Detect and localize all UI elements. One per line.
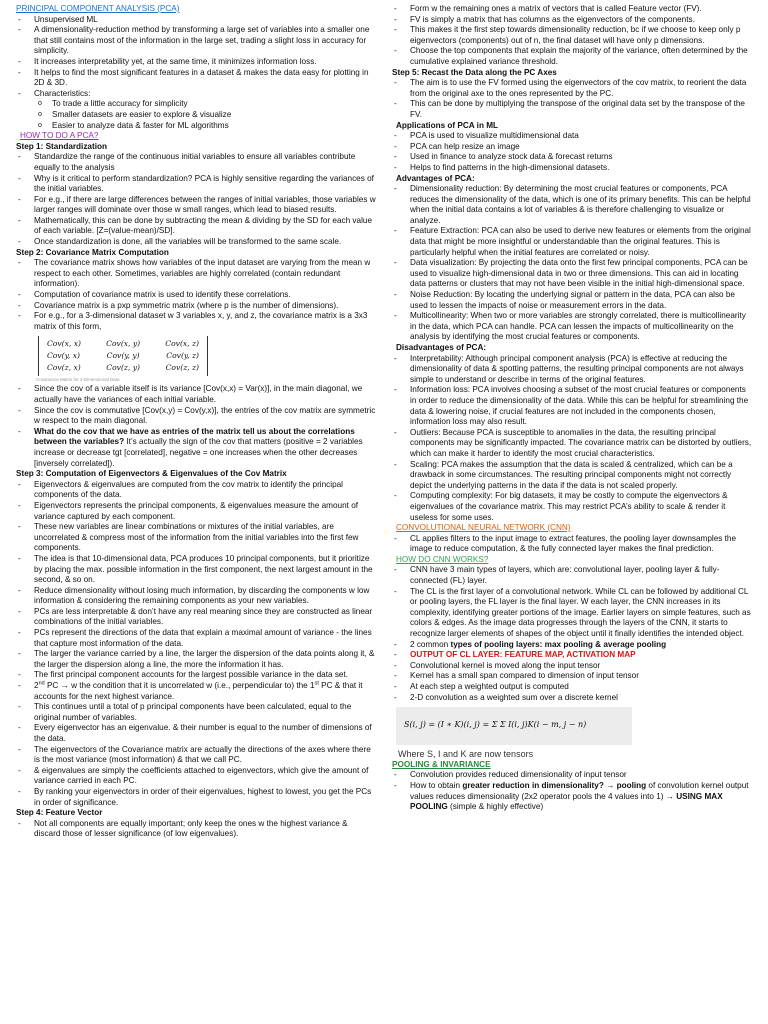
list-item: - It increases interpretability yet, at the same time, it minimizes information loss. bbox=[16, 57, 376, 68]
cnn-how-list bbox=[392, 565, 754, 639]
step2-question-list bbox=[16, 427, 376, 469]
list-item: - For e.g., if there are large differences between the ranges of initial variables, those variables w larger ranges will dominate over those w small ranges, which lead to biased results. bbox=[16, 195, 376, 216]
list-item: - FV is simply a matrix that has columns as the eigenvectors of the components. bbox=[392, 15, 754, 26]
list-item: - PCA is used to visualize multidimensional data bbox=[392, 131, 754, 142]
list-item: - Multicollinearity: When two or more variables are strongly correlated, there is multicollinearity in the data, which PCA can handle. PCA can lessen the impacts of multicollinearity on the analysis by identifying the most crucial features or components. bbox=[392, 311, 754, 343]
list-item bbox=[392, 781, 754, 813]
step1-heading: Step 1: Standardization bbox=[16, 141, 107, 151]
list-item: - Standardize the range of the continuous initial variables to ensure all variables contribute equally to the analysis bbox=[16, 152, 376, 173]
step2-heading: Step 2: Covariance Matrix Computation bbox=[16, 247, 169, 257]
list-item: - The eigenvectors of the Covariance matrix are actually the directions of the axes where there is the most variance (most information) & that we call PC. bbox=[16, 745, 376, 766]
matrix-row bbox=[47, 362, 199, 374]
list-item: - Characteristics: bbox=[16, 89, 376, 100]
intro-list bbox=[16, 15, 376, 100]
formula-text: S(i, j) = (I ∗ K)(i, j) = Σ Σ I(i, j)K(i − m, j − n) bbox=[404, 720, 587, 730]
matrix-cell: Cov(x, z) bbox=[165, 339, 199, 349]
right-column bbox=[392, 4, 754, 813]
how-to-pca-heading: HOW TO DO A PCA? bbox=[20, 131, 99, 141]
characteristics-list bbox=[16, 99, 376, 131]
cnn-list bbox=[392, 534, 754, 555]
list-item bbox=[16, 681, 376, 702]
pc2-sup: nd bbox=[38, 680, 45, 687]
list-item: - Covariance matrix is a pxp symmetric matrix (where p is the number of dimensions). bbox=[16, 301, 376, 312]
list-item: - Convolution provides reduced dimensionality of input tensor bbox=[392, 770, 754, 781]
matrix-cell: Cov(y, z) bbox=[166, 351, 199, 361]
list-item: - Information loss: PCA involves choosing a subset of the most crucial features or components in order to reduce the dimensionality of the data. While this can be helpful for streamlining the data & lowering noise, if crucial features are not included in the components chosen, information loss may also result. bbox=[392, 385, 754, 427]
pc2-number: 2 bbox=[34, 681, 39, 691]
list-item: o Smaller datasets are easier to explore & visualize bbox=[38, 110, 376, 121]
list-item: - PCA can help resize an image bbox=[392, 142, 754, 153]
matrix-cell: Cov(z, z) bbox=[165, 363, 199, 373]
pc2-text-end: PC & that it accounts for the next highest variance. bbox=[34, 681, 363, 701]
list-item: o Easier to analyze data & faster for ML algorithms bbox=[38, 121, 376, 132]
matrix-cell: Cov(x, x) bbox=[47, 339, 81, 349]
pooling-question-list bbox=[392, 781, 754, 813]
list-item: - Eigenvectors represents the principal components, & eigenvalues measure the amount of variance captured by each component. bbox=[16, 501, 376, 522]
list-item: - This continues until a total of p principal components have been calculated, equal to the original number of variables. bbox=[16, 702, 376, 723]
matrix-cell: Cov(z, x) bbox=[47, 363, 81, 373]
list-item: - Since the cov is commutative [Cov(x,y) = Cov(y,x)], the entries of the cov matrix are symmetric w respect to the main diagonal. bbox=[16, 406, 376, 427]
pool-q-text3: (simple & highly effective) bbox=[447, 802, 544, 812]
step5-heading: Step 5: Recast the Data along the PC Axes bbox=[392, 67, 557, 77]
step2-list bbox=[16, 258, 376, 332]
question-rest: It’s actually the sign of the cov that matters (positive = 2 variables increase or decrease tgt [correlated], negative = one increases when the other decreases [inversely correlated]). bbox=[34, 437, 363, 468]
list-item: - The larger the variance carried by a line, the larger the dispersion of the data points along it, & the larger the dispersion along a line, the more the information it has. bbox=[16, 649, 376, 670]
step1-list bbox=[16, 152, 376, 247]
disadvantages-list bbox=[392, 354, 754, 524]
list-item: - At each step a weighted output is computed bbox=[392, 682, 754, 693]
list-item: o To trade a little accuracy for simplicity bbox=[38, 99, 376, 110]
question-bold: What do the cov that we have as entries of the matrix tell us about the correlations between the variables? bbox=[34, 426, 355, 447]
step2-after-list bbox=[16, 384, 376, 426]
list-item: - & eigenvalues are simply the coefficients attached to eigenvectors, which give the amount of variance carried in each PC. bbox=[16, 766, 376, 787]
list-item: - PCs are less interpretable & don’t have any real meaning since they are constructed as linear combinations of the initial variables. bbox=[16, 607, 376, 628]
step3-list-b bbox=[16, 702, 376, 808]
list-item bbox=[392, 640, 754, 651]
list-item: - Feature Extraction: PCA can also be used to derive new features or elements from the original data that might be more insightful or understandable than the original features. This is particularly helpful when the initial features are correlated or noisy. bbox=[392, 226, 754, 258]
matrix-row bbox=[47, 338, 199, 350]
list-item: - Why is it critical to perform standardization? PCA is highly sensitive regarding the variances of the initial variables. bbox=[16, 174, 376, 195]
list-item: - Used in finance to analyze stock data & forecast returns bbox=[392, 152, 754, 163]
list-item: - Computation of covariance matrix is used to identify these correlations. bbox=[16, 290, 376, 301]
pool-q-text2: of convolution kernel output values reduces dimensionality (2x2 operator pools the 4 values into 1) → bbox=[410, 780, 749, 801]
list-item: - 2-D convolution as a weighted sum over a discrete kernel bbox=[392, 693, 754, 704]
feature-vector-list bbox=[392, 4, 754, 68]
pool-q-bold2: pooling bbox=[616, 780, 647, 790]
list-item: - A dimensionality-reduction method by transforming a large set of variables into a smaller one that still contains most of the information in the large set, trading a slight loss in accuracy for simplicity. bbox=[16, 25, 376, 57]
pc2-sup2: st bbox=[314, 680, 319, 687]
list-item: - It helps to find the most significant features in a dataset & makes the data easy for plotting in 2D & 3D. bbox=[16, 68, 376, 89]
list-item: - The CL is the first layer of a convolutional network. While CL can be followed by additional CL or pooling layers, the FL layer is the final layer. W each layer, the CNN increases in its complexity, identifying greater portions of the image. Earlier layers on simple features, such as colors & edges. As the image data progresses through the layers of the CNN, it starts to recognize larger elements of shapes of the object until it finally identifies the intended object. bbox=[392, 587, 754, 640]
cnn-heading: CONVOLUTIONAL NEURAL NETWORK (CNN) bbox=[396, 523, 571, 533]
list-item: - Not all components are equally important; only keep the ones w the highest variance & discard those of lesser significance (of low eigenvalues). bbox=[16, 819, 376, 840]
matrix-cell: Cov(x, y) bbox=[106, 339, 141, 349]
list-item: - Eigenvectors & eigenvalues are computed from the cov matrix to identify the principal components of the data. bbox=[16, 480, 376, 501]
pca-title: PRINCIPAL COMPONENT ANALYSIS (PCA) bbox=[16, 4, 180, 13]
list-item bbox=[16, 427, 376, 469]
pc2-list bbox=[16, 681, 376, 702]
list-item: - PCs represent the directions of the data that explain a maximal amount of variance - the lines that capture most information of the data. bbox=[16, 628, 376, 649]
pooling-types-text: 2 common bbox=[410, 639, 451, 649]
list-item: - Unsupervised ML bbox=[16, 15, 376, 26]
conv-list bbox=[392, 661, 754, 703]
list-item: - The idea is that 10-dimensional data, PCA produces 10 principal components, but it prioritize by placing the max. possible information in the first component, the next largest amount in the second, & so on. bbox=[16, 554, 376, 586]
advantages-heading: Advantages of PCA: bbox=[396, 173, 475, 183]
list-item: - Form w the remaining ones a matrix of vectors that is called Feature vector (FV). bbox=[392, 4, 754, 15]
list-item: - Dimensionality reduction: By determining the most crucial features or components, PCA reduces the dimensionality of the data, which is one of its primary benefits. This can be helpful when the initial data contains a lot of variables & is therefore challenging to visualize or analyze. bbox=[392, 184, 754, 226]
list-item: - The aim is to use the FV formed using the eigenvectors of the cov matrix, to reorient the data from the original axe to the ones represented by the PC. bbox=[392, 78, 754, 99]
list-item: - Choose the top components that explain the majority of the variance, often determined by the cumulative explained variance threshold. bbox=[392, 46, 754, 67]
pool-q-text: How to obtain bbox=[410, 780, 463, 790]
pool-q-arrow: → bbox=[603, 780, 617, 790]
list-item bbox=[392, 650, 754, 661]
covariance-matrix bbox=[38, 336, 208, 376]
list-item: - Convolutional kernel is moved along the input tensor bbox=[392, 661, 754, 672]
step4-list bbox=[16, 819, 376, 840]
pooling-list bbox=[392, 770, 754, 781]
applications-heading: Applications of PCA in ML bbox=[396, 120, 499, 130]
applications-list bbox=[392, 131, 754, 173]
list-item: - Noise Reduction: By locating the underlying signal or pattern in the data, PCA can also be used to lessen the impacts of noise or measurement errors in the data. bbox=[392, 290, 754, 311]
matrix-caption: Covariance Matrix for 3-Dimensional Data bbox=[36, 377, 120, 383]
pooling-types-list bbox=[392, 640, 754, 661]
step4-heading: Step 4: Feature Vector bbox=[16, 808, 103, 818]
list-item: - Every eigenvector has an eigenvalue. & their number is equal to the number of dimensions of the data. bbox=[16, 723, 376, 744]
disadvantages-heading: Disadvantages of PCA: bbox=[396, 343, 487, 352]
advantages-list bbox=[392, 184, 754, 343]
list-item: - These new variables are linear combinations or mixtures of the initial variables, are uncorrelated & compress most of the information from the initial variables into the first few components. bbox=[16, 522, 376, 554]
matrix-cell: Cov(z, y) bbox=[106, 363, 140, 373]
pool-q-bold3: USING MAX POOLING bbox=[410, 791, 723, 812]
list-item: - Computing complexity: For big datasets, it may be costly to compute the eigenvectors & eigenvalues of the covariance matrix. This may restrict PCA’s ability to scale & render it useless for some uses. bbox=[392, 491, 754, 523]
step3-list-a bbox=[16, 480, 376, 681]
list-item: - Since the cov of a variable itself is its variance [Cov(x,x) = Var(x)], in the main diagonal, we actually have the variances of each initial variable. bbox=[16, 384, 376, 405]
step3-heading: Step 3: Computation of Eigenvectors & Eigenvalues of the Cov Matrix bbox=[16, 469, 287, 479]
output-red-text: OUTPUT OF CL LAYER: FEATURE MAP, ACTIVATION MAP bbox=[410, 650, 636, 660]
pooling-types-bold: types of pooling layers: max pooling & average pooling bbox=[450, 639, 667, 649]
list-item: - Mathematically, this can be done by subtracting the mean & dividing by the SD for each value of each variable. [Z=(value-mean)/SD]. bbox=[16, 216, 376, 237]
list-item: - Kernel has a small span compared to dimension of input tensor bbox=[392, 671, 754, 682]
list-item: - CNN have 3 main types of layers, which are: convolutional layer, pooling layer & fully-connected (FL) layer. bbox=[392, 565, 754, 586]
list-item: - CL applies filters to the input image to extract features, the pooling layer downsamples the image to reduce computation, & the fully connected layer makes the final prediction. bbox=[392, 534, 754, 555]
list-item: - Scaling: PCA makes the assumption that the data is scaled & centralized, which can be a drawback in some circumstances. The resulting principal components might not correctly depict the underlying patterns in the data if the data is not scaled properly. bbox=[392, 460, 754, 492]
list-item: - Data visualization: By projecting the data onto the first few principal components, PCA can be used to visualize high-dimensional data in two or three dimensions. This can aid in locating data patterns or clusters that may not have been visible in the initial high-dimensional space. bbox=[392, 258, 754, 290]
left-column bbox=[16, 4, 376, 840]
list-item: - Outliers: Because PCA is susceptible to anomalies in the data, the resulting principal components may be significantly impacted. The covariance matrix can be distorted by outliers, which can make it harder to identify the most crucial characteristics. bbox=[392, 428, 754, 460]
matrix-cell: Cov(y, y) bbox=[106, 351, 140, 361]
pc2-text: PC → w the condition that it is uncorrelated w (i.e., perpendicular to) the 1 bbox=[44, 681, 315, 691]
list-item: - The covariance matrix shows how variables of the input dataset are varying from the mean w respect to each other. Sometimes, variables are highly correlated (contain redundant information). bbox=[16, 258, 376, 290]
matrix-cell: Cov(y, x) bbox=[47, 351, 80, 361]
formula-note: Where S, I and K are now tensors bbox=[398, 749, 534, 760]
convolution-formula bbox=[396, 707, 632, 745]
list-item: - By ranking your eigenvectors in order of their eigenvalues, highest to lowest, you get the PCs in order of significance. bbox=[16, 787, 376, 808]
cnn-how-heading: HOW DO CNN WORKS? bbox=[396, 554, 489, 564]
list-item: - Helps to find patterns in the high-dimensional datasets. bbox=[392, 163, 754, 174]
matrix-row bbox=[47, 350, 199, 362]
pool-q-bold: greater reduction in dimensionality? bbox=[462, 780, 604, 790]
pooling-heading: POOLING & INVARIANCE bbox=[392, 759, 491, 769]
list-item: - The first principal component accounts for the largest possible variance in the data set. bbox=[16, 670, 376, 681]
list-item: - Reduce dimensionality without losing much information, by discarding the components w low information & considering the remaining components as your new variables. bbox=[16, 586, 376, 607]
list-item: - This can be done by multiplying the transpose of the original data set by the transpose of the FV. bbox=[392, 99, 754, 120]
list-item: - Interpretability: Although principal component analysis (PCA) is effective at reducing the dimensionality of data & spotting patterns, the resulting principal components are not always simple to understand or describe in terms of the original features. bbox=[392, 354, 754, 386]
list-item: - Once standardization is done, all the variables will be transformed to the same scale. bbox=[16, 237, 376, 248]
list-item: - For e.g., for a 3-dimensional dataset w 3 variables x, y, and z, the covariance matrix is a 3x3 matrix of this form, bbox=[16, 311, 376, 332]
list-item: - This makes it the first step towards dimensionality reduction, bc if we choose to keep only p eigenvectors (components) out of n, the final dataset will have only p dimensions. bbox=[392, 25, 754, 46]
step5-list bbox=[392, 78, 754, 120]
